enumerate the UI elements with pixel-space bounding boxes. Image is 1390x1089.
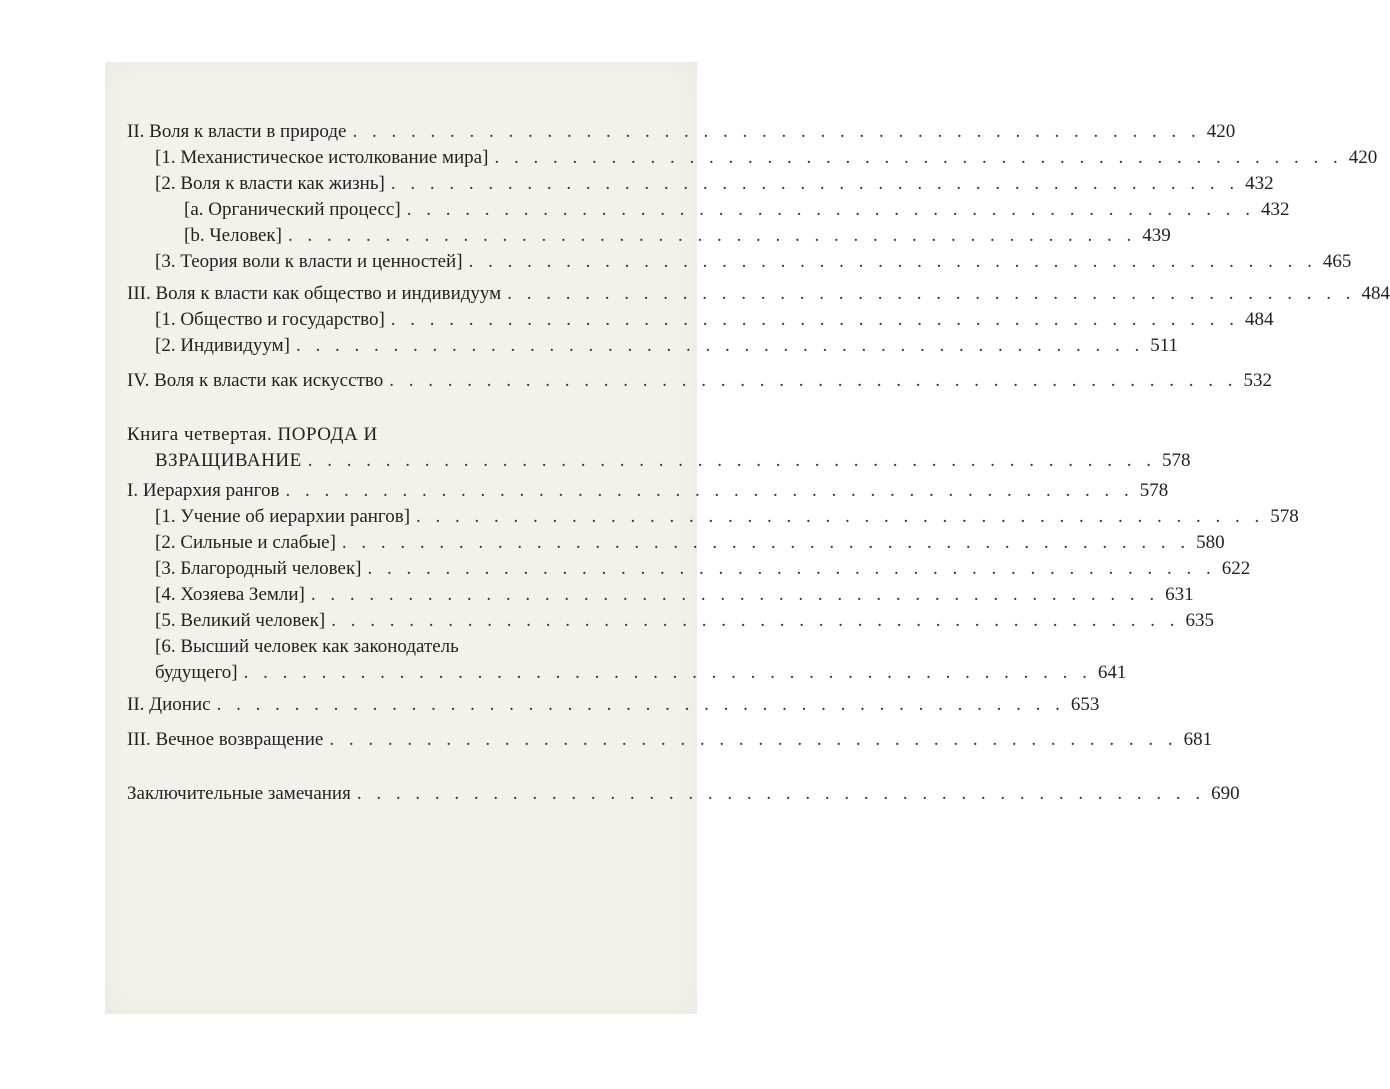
toc-entry-page: 439 xyxy=(1142,225,1171,246)
toc-leader-dots: . . . . . . . . . . . . . . . . . . . . . . . . . . . . . . . . . . . . . . . . . . . . xyxy=(287,225,1137,246)
toc-leader-dots: . . . . . . . . . . . . . . . . . . . . . . . . . . . . . . . . . . . . . . . . . . . . xyxy=(295,335,1145,356)
toc-entry-page: 432 xyxy=(1260,199,1290,220)
toc-entry xyxy=(127,582,1194,608)
toc-entry-title: II. Воля к власти в природе xyxy=(127,121,347,142)
toc-entry-page: 465 xyxy=(1322,251,1352,272)
toc-entry-page: 420 xyxy=(1206,121,1236,142)
toc-entry-title: [3. Теория воли к власти и ценностей] xyxy=(155,251,463,272)
toc-entry xyxy=(127,197,1290,223)
toc-leader-dots: . . . . . . . . . . . . . . . . . . . . . . . . . . . . . . . . . . . . . . . . . . . . xyxy=(406,199,1255,220)
toc-entry xyxy=(127,171,1274,197)
toc-leader-dots: . . . . . . . . . . . . . . . . . . . . . . . . . . . . . . . . . . . . . . . . . . . . xyxy=(307,450,1156,471)
toc-entry xyxy=(127,781,1240,807)
toc-entry-title: [2. Сильные и слабые] xyxy=(155,532,336,553)
toc-leader-dots: . . . . . . . . . . . . . . . . . . . . . . . . . . . . . . . . . . . . . . . . . . . . xyxy=(390,173,1240,194)
toc-entry-title: [a. Органический процесс] xyxy=(184,199,401,220)
toc-entry-page: 653 xyxy=(1070,694,1100,715)
toc-entry xyxy=(127,608,1214,634)
toc-entry xyxy=(127,448,1191,474)
toc-entry-title: [5. Великий человек] xyxy=(155,610,326,631)
toc-leader-dots: . . . . . . . . . . . . . . . . . . . . . . . . . . . . . . . . . . . . . . . . . . . . xyxy=(390,309,1240,330)
toc-leader-dots: . . . . . . . . . . . . . . . . . . . . . . . . . . . . . . . . . . . . . . . . . . . . xyxy=(216,694,1065,715)
toc-entry xyxy=(127,504,1299,530)
toc-entry-title-line1: Книга четвертая. ПОРОДА И xyxy=(127,424,378,445)
toc-entry-page: 532 xyxy=(1243,370,1272,391)
toc-entry-page: 432 xyxy=(1245,173,1274,194)
toc-leader-dots: . . . . . . . . . . . . . . . . . . . . . . . . . . . . . . . . . . . . . . . . . . . . xyxy=(416,506,1265,527)
toc-book-entry xyxy=(127,422,1191,474)
toc-entry-page: 578 xyxy=(1161,450,1191,471)
toc-leader-dots: . . . . . . . . . . . . . . . . . . . . . . . . . . . . . . . . . . . . . . . . . . . . xyxy=(310,584,1160,605)
toc-entry-page: 511 xyxy=(1150,335,1179,356)
toc-leader-dots: . . . . . . . . . . . . . . . . . . . . . . . . . . . . . . . . . . . . . . . . . . . . xyxy=(243,662,1092,683)
toc-entry-title: Заключительные замечания xyxy=(127,783,351,804)
toc-entry-title: III. Вечное возвращение xyxy=(127,729,324,750)
toc-entry xyxy=(127,692,1100,718)
toc-entry-title-line2: ВЗРАЩИВАНИЕ xyxy=(155,450,302,471)
toc-entry-page: 622 xyxy=(1221,558,1251,579)
toc-entry xyxy=(127,478,1169,504)
toc-entry-page: 690 xyxy=(1211,783,1240,804)
toc-leader-dots: . . . . . . . . . . . . . . . . . . . . . . . . . . . . . . . . . . . . . . . . . . . . xyxy=(356,783,1206,804)
toc-entry xyxy=(127,281,1390,307)
toc-leader-dots: . . . . . . . . . . . . . . . . . . . . . . . . . . . . . . . . . . . . . . . . . . . . xyxy=(331,610,1180,631)
toc-leader-dots: . . . . . . . . . . . . . . . . . . . . . . . . . . . . . . . . . . . . . . . . . . . . xyxy=(329,729,1178,750)
toc-entry-title-line2: будущего] xyxy=(155,662,238,683)
toc-leader-dots: . . . . . . . . . . . . . . . . . . . . . . . . . . . . . . . . . . . . . . . . . . . . xyxy=(389,370,1238,391)
toc-entry xyxy=(127,530,1225,556)
toc-entry-page: 580 xyxy=(1196,532,1225,553)
toc-leader-dots: . . . . . . . . . . . . . . . . . . . . . . . . . . . . . . . . . . . . . . . . . . . . xyxy=(285,480,1134,501)
toc-entry xyxy=(127,727,1213,753)
toc-entry xyxy=(127,249,1352,275)
toc-entry-page: 578 xyxy=(1270,506,1299,527)
toc-entry-title: [4. Хозяева Земли] xyxy=(155,584,305,605)
toc-entry xyxy=(127,660,1127,686)
toc-entry-page: 631 xyxy=(1165,584,1194,605)
toc-wrapped-entry xyxy=(127,634,1127,686)
toc-entry-page: 578 xyxy=(1139,480,1169,501)
toc-leader-dots: . . . . . . . . . . . . . . . . . . . . . . . . . . . . . . . . . . . . . . . . . . . . xyxy=(341,532,1191,553)
toc-entry-title: II. Дионис xyxy=(127,694,211,715)
table-of-contents xyxy=(127,119,1390,807)
toc-leader-dots: . . . . . . . . . . . . . . . . . . . . . . . . . . . . . . . . . . . . . . . . . . . . xyxy=(352,121,1201,142)
toc-entry-page: 641 xyxy=(1097,662,1127,683)
toc-entry-page: 635 xyxy=(1185,610,1214,631)
toc-entry-title: IV. Воля к власти как искусство xyxy=(127,370,384,391)
toc-leader-dots: . . . . . . . . . . . . . . . . . . . . . . . . . . . . . . . . . . . . . . . . . . . . xyxy=(494,147,1343,168)
toc-leader-dots: . . . . . . . . . . . . . . . . . . . . . . . . . . . . . . . . . . . . . . . . . . . . xyxy=(507,283,1356,304)
toc-entry xyxy=(127,556,1251,582)
toc-entry-title: [b. Человек] xyxy=(184,225,282,246)
toc-entry-title: [1. Учение об иерархии рангов] xyxy=(155,506,411,527)
toc-entry-title: [2. Индивидуум] xyxy=(155,335,290,356)
toc-entry xyxy=(127,223,1171,249)
toc-entry-page: 484 xyxy=(1361,283,1390,304)
toc-entry-title-line1: [6. Высший человек как законодатель xyxy=(155,636,459,657)
toc-entry-title: I. Иерархия рангов xyxy=(127,480,280,501)
toc-entry-page: 484 xyxy=(1245,309,1274,330)
toc-entry-page: 420 xyxy=(1348,147,1378,168)
toc-entry-title: III. Воля к власти как общество и индивидуум xyxy=(127,283,502,304)
toc-entry xyxy=(127,119,1236,145)
toc-entry-title: [1. Общество и государство] xyxy=(155,309,385,330)
toc-entry xyxy=(127,145,1378,171)
toc-entry-page: 681 xyxy=(1183,729,1213,750)
toc-entry xyxy=(127,368,1272,394)
toc-entry-title: [2. Воля к власти как жизнь] xyxy=(155,173,385,194)
toc-leader-dots: . . . . . . . . . . . . . . . . . . . . . . . . . . . . . . . . . . . . . . . . . . . . xyxy=(367,558,1216,579)
toc-entry-title: [1. Механистическое истолкование мира] xyxy=(155,147,489,168)
toc-entry-title: [3. Благородный человек] xyxy=(155,558,362,579)
toc-entry xyxy=(127,307,1274,333)
toc-leader-dots: . . . . . . . . . . . . . . . . . . . . . . . . . . . . . . . . . . . . . . . . . . . . xyxy=(468,251,1317,272)
toc-entry xyxy=(127,333,1179,359)
